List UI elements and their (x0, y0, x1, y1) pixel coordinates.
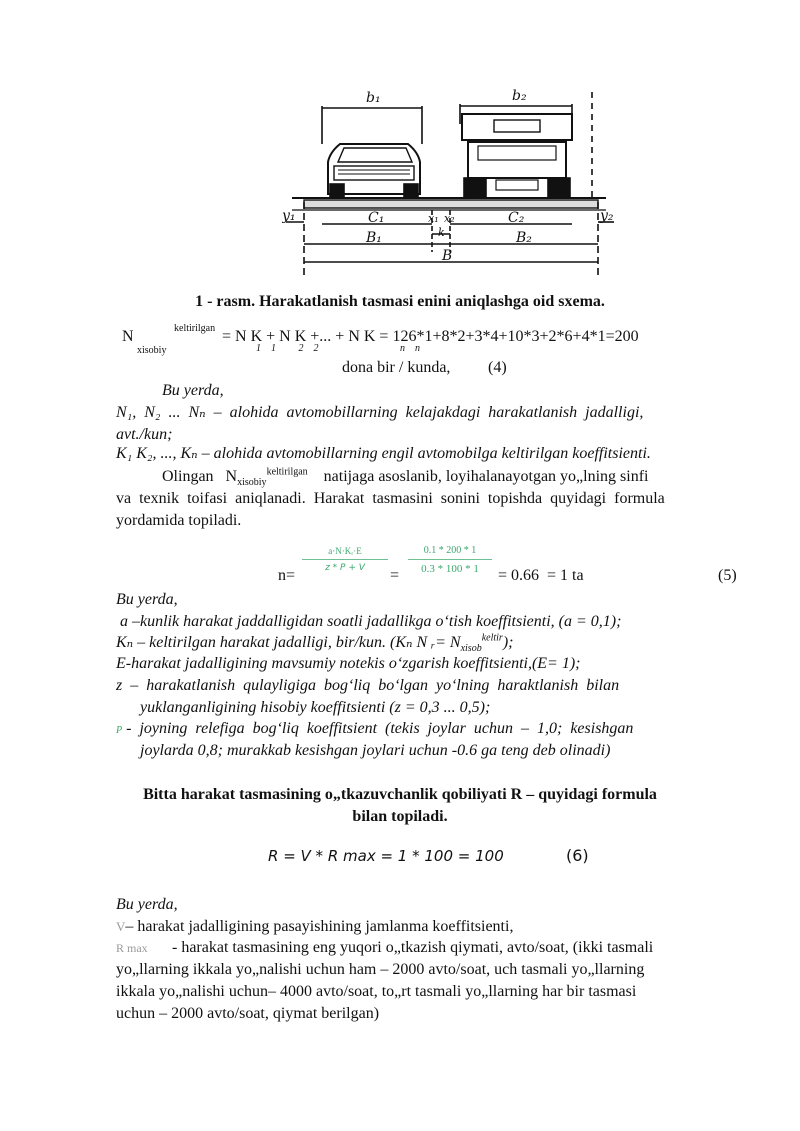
bu-yerda-2: Bu yerda, (116, 591, 178, 608)
eq4-unit: dona bir / kunda, (342, 359, 451, 376)
def-rmax-1: - harakat tasmasining eng yuqori o„tkazish qiymati, avto/soat, (ikki tasmali (172, 939, 654, 956)
def-v: – harakat jadalligining pasayishining jamlanma koeffitsienti, (125, 918, 514, 935)
def-p-line1 (116, 718, 633, 742)
eq5-frac2-den: 0.3 * 100 * 1 (421, 563, 479, 575)
label-c1: C₁ (368, 210, 385, 226)
label-b1: b₁ (366, 90, 381, 106)
def-kn-sub: xisob (460, 643, 482, 655)
para1-sup: keltirilgan (266, 466, 308, 478)
label-y2: y₂ (600, 208, 614, 224)
def-z-line1: z – harakatlanish qulayligiga bog‘liq bo‘lgan yo‘lning haraktlanish bilan (116, 677, 620, 694)
para1-line2: va texnik toifasi aniqlanadi. Harakat tasmasini sonini topishda quyidagi formula (116, 490, 665, 507)
label-x1: x₁ (428, 212, 439, 225)
eq5-frac1 (302, 545, 388, 574)
eq4-subs2: n n (400, 343, 420, 354)
eq5-frac2-num: 0.1 * 200 * 1 (423, 545, 477, 556)
def-kn-end: ); (502, 634, 514, 651)
para1-start: Olingan (162, 468, 214, 485)
def-rmax-line3: ikkala yo„nalishi uchun– 4000 avto/soat, to„rt tasmali yo„llarning har bir tasmasi (116, 983, 637, 1000)
eq5-lhs: n= (278, 567, 296, 584)
label-k: k (438, 226, 445, 239)
eq5-frac2 (408, 545, 492, 576)
section-heading-line2: bilan topiladi. (352, 808, 448, 825)
eq5-eq: = (390, 567, 400, 584)
def-kn-line (116, 632, 513, 654)
def-n-cont: avt./kun; (116, 426, 173, 443)
eq5-result: = 0.66 = 1 ta (498, 567, 584, 584)
eq4-sup: keltirilgan (174, 323, 216, 334)
para1-n: N (225, 468, 238, 485)
def-z-line2: yuklanganligining hisobiy koeffitsienti (z = 0,3 ... 0,5); (140, 699, 491, 716)
label-B: B (442, 248, 453, 264)
para1-line3: yordamida topiladi. (116, 512, 242, 529)
eq4-sub: xisobiy (137, 345, 167, 356)
def-rmax-line4: uchun – 2000 avto/soat, qiymat berilgan) (116, 1005, 380, 1022)
rmax-symbol: R max (116, 941, 148, 955)
label-B2: B₂ (516, 230, 532, 246)
bu-yerda-3: Bu yerda, (116, 896, 178, 913)
section-heading-line1: Bitta harakat tasmasining o„tkazuvchanlik qobiliyati R – quyidagi formula (143, 786, 657, 803)
eq5-number: (5) (718, 567, 737, 584)
def-rmax-line2: yo„llarning ikkala yo„nalishi uchun ham – 2000 avto/soat, uch tasmali yo„llarning (116, 961, 645, 978)
def-e: E-harakat jadalligining mavsumiy notekis o‘zgarish koeffitsienti,(E= 1); (116, 655, 581, 672)
p-symbol: Ρ (116, 725, 123, 736)
eq6-formula: R = V * R max = 1 * 100 = 100 (268, 847, 504, 865)
bu-yerda-1: Bu yerda, (162, 382, 224, 399)
figure-caption: 1 - rasm. Harakatlanish tasmasi enini aniqlashga oid sxema. (195, 293, 605, 310)
v-symbol: V (116, 919, 126, 934)
def-k: K₁ K₂, ..., Kₙ – alohida avtomobillarning engil avtomobilga keltirilgan koeffitsienti. (116, 445, 651, 462)
def-rmax-line1 (116, 937, 653, 959)
para1-rest: natijaga asoslanib, loyihalanayotgan yo„lning sinfi (323, 468, 649, 485)
para1-line1 (162, 466, 648, 488)
eq4-subs1: 1 1 2 2 (256, 343, 319, 354)
def-n: N₁, N₂ ... Nₙ – alohida avtomobillarning kelajakdagi harakatlanish jadalligi, (116, 404, 644, 421)
label-B1: B₁ (366, 230, 382, 246)
label-y1: y₁ (282, 208, 296, 224)
def-v-line (116, 916, 513, 938)
eq4-body: = N K + N K +... + N K = 126*1+8*2+3*4+10*3+2*6+4*1=200 (222, 328, 639, 345)
def-kn: Kₙ – keltirilgan harakat jadalligi, bir/kun. (Kₙ N ᵣ= N (116, 634, 461, 651)
eq5-frac1-den: z * P + V (325, 563, 365, 573)
def-p1: - joyning relefiga bog‘liq koeffitsient (tekis joylar uchun – 1,0; kesishgan (122, 720, 634, 737)
label-c2: C₂ (508, 210, 525, 226)
eq4-n: N (122, 328, 134, 345)
lane-width-diagram (282, 84, 616, 278)
eq5-frac1-num: a·N·Kᵣ·E (328, 546, 362, 556)
para1-sub: xisobiy (237, 477, 267, 489)
label-x2: x₂ (444, 212, 455, 225)
label-b2: b₂ (512, 88, 527, 104)
eq6-number: (6) (566, 846, 589, 865)
def-p-line2: joylarda 0,8; murakkab kesishgan joylari uchun -0.6 ga teng deb olinadi) (140, 742, 611, 759)
eq4-number: (4) (488, 359, 507, 376)
def-kn-sup: keltir (481, 632, 503, 644)
def-a: a –kunlik harakat jaddalligidan soatli jadallikga o‘tish koeffitsienti, (a = 0,1); (116, 613, 622, 630)
